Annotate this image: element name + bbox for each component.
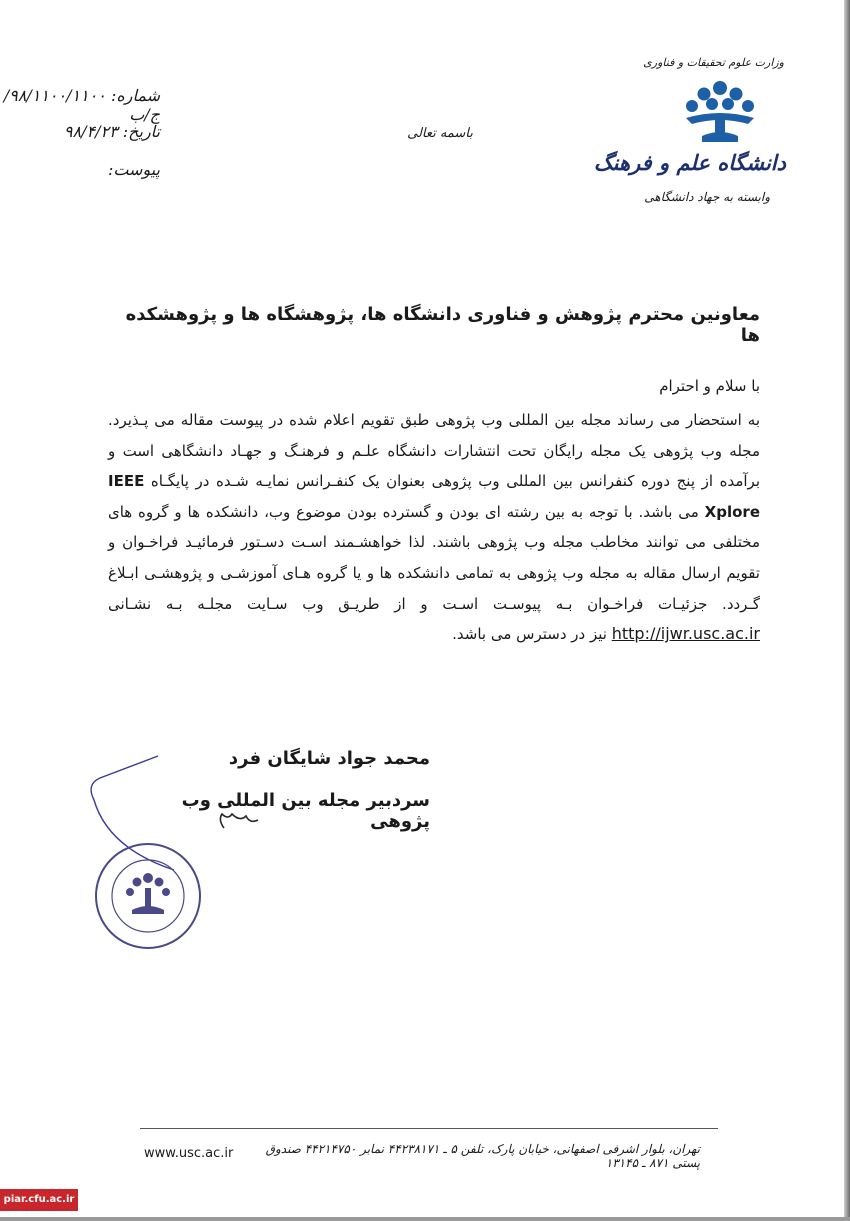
scan-edge-right <box>844 0 850 1221</box>
affiliation-line: وابسته به جهاد دانشگاهی <box>644 190 770 204</box>
date-value: ۹۸/۴/۲۳ <box>63 122 118 141</box>
journal-link[interactable]: http://ijwr.usc.ac.ir <box>611 624 760 644</box>
footer-website[interactable]: www.usc.ac.ir <box>144 1146 234 1161</box>
basmala: باسمه تعالی <box>407 126 473 141</box>
letter-body <box>108 405 760 650</box>
watermark-badge: piar.cfu.ac.ir <box>0 1189 78 1211</box>
number-label: شماره: <box>110 86 160 105</box>
body-paragraph-2: می باشد. با توجه به بین رشته ای بودن و گسترده بودن موضوع وب، دانشکده ها و گروه های مختلفی می توانند مخاطب مجله وب پژوهی باشند. لذا خواهشـمند اسـت دسـتور فرمائیـد فراخـوان و تقویم ارسال مقاله به مجله وب پژوهی به تمامی دانشکده ها و یا گروه هـای آموزشـی و پژوهشـی ابـلاغ گـردد. جزئیـات فراخـوان بـه پیوسـت اسـت و از طریـق وب سـایت مجلـه بـه نشـانی <box>108 502 760 613</box>
ministry-line: وزارت علوم تحقیقات و فناوری <box>643 56 784 69</box>
attachment-label: پیوست: <box>107 160 160 179</box>
greeting: با سلام و احترام <box>659 377 760 395</box>
signer-title: سردبیر مجله بین المللی وب پژوهی <box>181 790 430 832</box>
university-name: دانشگاه علم و فرهنگ <box>593 150 786 175</box>
scan-edge-bottom <box>0 1217 850 1221</box>
signer-name: محمد جواد شایگان فرد <box>228 748 430 769</box>
number-value: ۹۸/۱۱۰۰/۱۱۰۰/ج/ب <box>3 86 160 124</box>
ieee-xplore: IEEE Xplore <box>108 472 760 521</box>
date-label: تاریخ: <box>122 122 160 141</box>
body-paragraph-3: نیز در دسترس می باشد. <box>452 625 612 644</box>
official-stamp <box>92 840 204 952</box>
university-logo <box>678 78 762 146</box>
footer-divider <box>140 1128 718 1129</box>
footer-address: تهران، بلوار اشرفی اصفهانی، خیابان پارک، تلفن ۵ ـ ۴۴۲۳۸۱۷۱ نمابر ۴۴۲۱۴۷۵۰ صندوق پستی ۸۷۱ ـ ۱۳۱۴۵ <box>265 1142 700 1170</box>
addressee: معاونین محترم پژوهش و فناوری دانشگاه ها، پژوهشگاه ها و پژوهشکده ها <box>125 304 760 346</box>
body-paragraph-1: به استحضار می رساند مجله بین المللی وب پژوهی طبق تقویم اعلام شده در پیوست مقاله می پـذیرد. مجله وب پژوهی یک مجله رایگان تحت انتشارات دانشگاه علـم و فرهنـگ و جهـاد دانشگاهی است و برآمده از پنج دوره کنفرانس بین المللی وب پژوهی بعنوان یک کنفـرانس نمایـه شـده در پایگـاه <box>108 411 760 491</box>
